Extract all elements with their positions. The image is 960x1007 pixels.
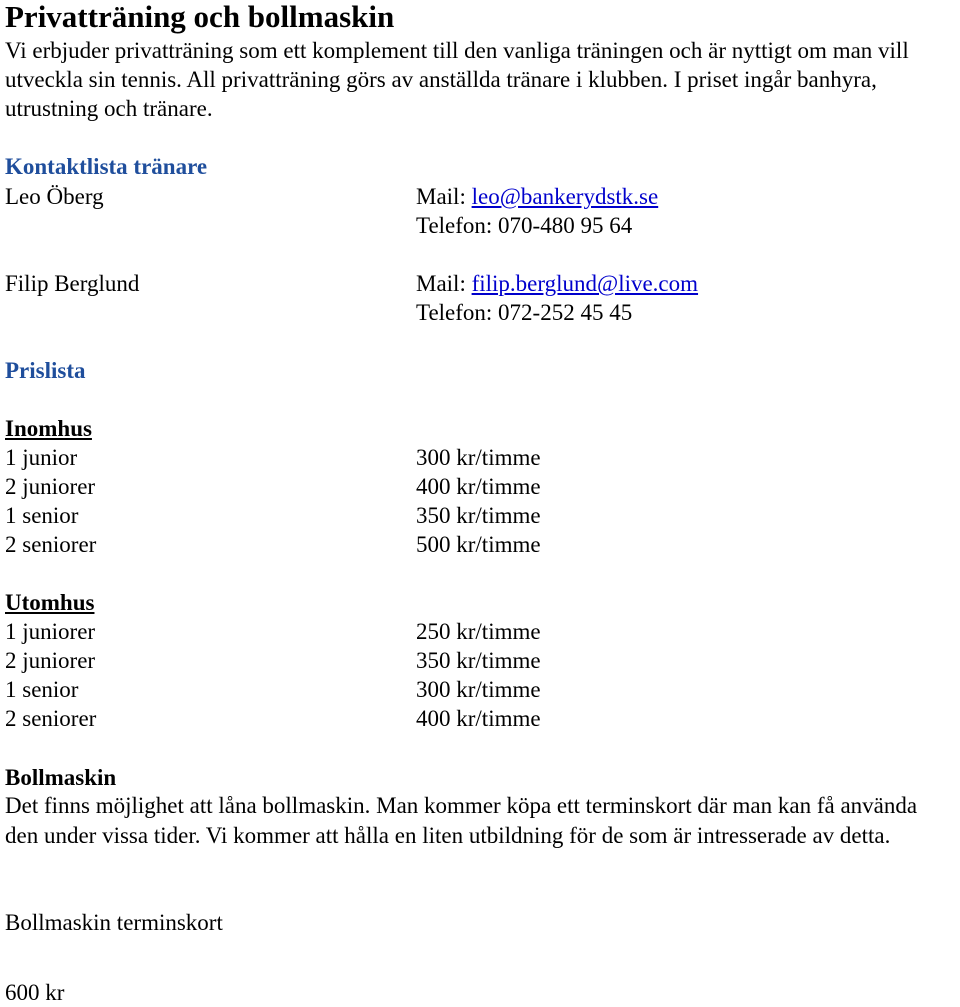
indoor-heading: Inomhus [5, 416, 92, 441]
ballmachine-card-label: Bollmaskin terminskort [5, 910, 223, 935]
indoor-row-price: 500 kr/timme [416, 532, 541, 557]
pricelist-heading: Prislista [5, 358, 86, 383]
ballmachine-heading: Bollmaskin [5, 765, 117, 790]
ballmachine-card-price: 600 kr [5, 980, 65, 1005]
page-title: Privatträning och bollmaskin [5, 0, 395, 34]
outdoor-heading: Utomhus [5, 590, 95, 615]
mail-link-leo[interactable]: leo@bankerydstk.se [471, 184, 659, 209]
outdoor-row-label: 1 senior [5, 677, 79, 702]
intro-paragraph: Vi erbjuder privatträning som ett komplement till den vanliga träningen och är nyttigt om man vill utveckla sin tennis. All privatträning görs av anställda tränare i klubben. I priset ingår banhyra, utrustning och tränare. [5, 38, 909, 121]
contact-name-leo: Leo Öberg [5, 184, 104, 209]
mail-link-filip[interactable]: filip.berglund@live.com [471, 271, 699, 296]
mail-label: Mail: [416, 184, 466, 209]
mail-label: Mail: [416, 271, 466, 296]
outdoor-row-label: 1 juniorer [5, 619, 96, 644]
indoor-row-label: 2 seniorer [5, 532, 97, 557]
indoor-row-label: 2 juniorer [5, 474, 96, 499]
contact-mail-filip [416, 269, 698, 298]
contact-mail-leo [416, 182, 658, 211]
outdoor-row-label: 2 seniorer [5, 706, 97, 731]
contact-name-filip: Filip Berglund [5, 271, 140, 296]
indoor-row-price: 400 kr/timme [416, 474, 541, 499]
outdoor-row-price: 250 kr/timme [416, 619, 541, 644]
indoor-row-label: 1 junior [5, 445, 78, 470]
contact-phone-filip: Telefon: 072-252 45 45 [416, 300, 633, 325]
indoor-row-label: 1 senior [5, 503, 79, 528]
contacts-heading: Kontaktlista tränare [5, 154, 208, 179]
indoor-row-price: 300 kr/timme [416, 445, 541, 470]
outdoor-row-label: 2 juniorer [5, 648, 96, 673]
indoor-row-price: 350 kr/timme [416, 503, 541, 528]
ballmachine-text: Det finns möjlighet att låna bollmaskin. Man kommer köpa ett terminskort där man kan få använda den under vissa tider. Vi kommer att hålla en liten utbildning för de som är intresserade av detta. [5, 793, 918, 848]
outdoor-row-price: 300 kr/timme [416, 677, 541, 702]
contact-phone-leo: Telefon: 070-480 95 64 [416, 213, 633, 238]
outdoor-row-price: 400 kr/timme [416, 706, 541, 731]
outdoor-row-price: 350 kr/timme [416, 648, 541, 673]
